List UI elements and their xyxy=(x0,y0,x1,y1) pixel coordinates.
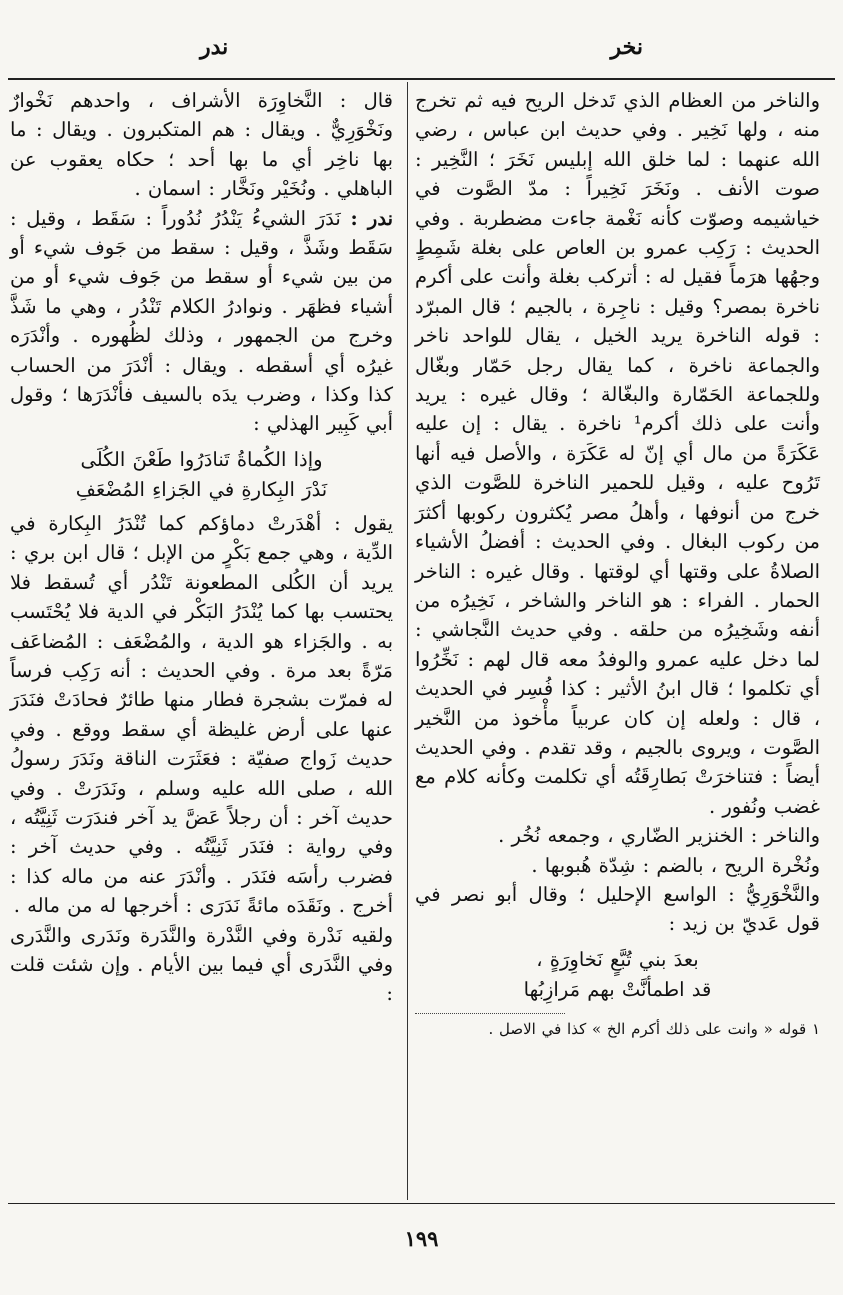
running-header-left: ندر xyxy=(200,34,229,60)
verse-line: بعدَ بني تُبَّعٍ نَخاوِرَةٍ ، xyxy=(536,947,699,971)
verse-line: نَدْرَ البِكارةِ في الجَزاءِ المُضْعَفِ xyxy=(75,477,328,501)
footnote-rule xyxy=(415,1013,565,1014)
verse-quote xyxy=(10,445,393,505)
entry-paragraph xyxy=(10,204,393,439)
verse-line: قد اطمأنَّتْ بهم مَرازِبُها xyxy=(523,977,712,1001)
footnote: ١ قوله « وانت على ذلك أكرم الخ » كذا في الاصل . xyxy=(488,1019,820,1038)
verse-line: وإذا الكُماةُ تَنادَرُوا طَعْنَ الكُلَى xyxy=(80,447,323,471)
entry-text: نَدَرَ الشيءُ يَنْدُرُ نُدُوراً : سَقَط ، وقيل : سَقَط وشَذَّ ، وقيل : سقط من جَوف شيء أو من بين شيء أو سقط من جَوف شيء أو من أشياء فظهَر . ونوادرُ الكلام تَنْدُر ، وهي ما شَذَّ وخرج من الجمهور ، وذلك لظُهوره . وأنْدَرَه غيرُه أي أسقطه . ويقال : أنْدَرَ من الحساب كذا وكذا ، وضرب يدَه بالسيف فأنْدَرَها ؛ وقول أبي كَبِير الهذلي : xyxy=(10,206,393,436)
entry-paragraph: والنَّخْوَرِيُّ : الواسع الإحليل ؛ وقال أبو نصر في قول عَديّ بن زيد : xyxy=(415,882,820,936)
running-header-right: نخر xyxy=(610,34,643,60)
column-divider xyxy=(407,82,408,1200)
verse-quote xyxy=(415,945,820,1005)
right-column xyxy=(415,86,820,1040)
entry-headword: ندر : xyxy=(350,206,393,230)
entry-paragraph: والناخر من العظام الذي تَدخل الريح فيه ثم تخرج منه ، ولها نَخِير . وفي حديث ابن عباس ، رضي الله عنهما : لما خلق الله إبليس نَخَرَ ؛ النَّخِير : صوت الأنف . ونَخَرَ نَخِيراً : مدّ الصَّوت في خياشيمه وصوّت كأنه نَغْمة جاءت مضطربة . وفي الحديث : رَكِب عمرو بن العاص على بغلة شَمِطٍ وجهُها هرَماً فقيل له : أتركب بغلة وأنت على أكرم ناخرة بمصر؟ وقيل : ناجِرة ، بالجيم ؛ قال المبرّد : قوله الناخرة يريد الخيل ، يقال للواحد ناخر والجماعة ناخرة ، كما يقال رجل حَمّار وبغّال وللجماعة الحَمّارة والبغّالة ؛ وقال غيره : يريد وأنت على ذلك أكرم¹ ناخرة . يقال : إن عليه عَكَرَةً من مال أي إنّ له عَكَرَة ، والأصل فيه أنها تَرُوح عليه ، وقيل للحمير الناخرة للصَّوت الذي خرج من أنوفها ، وأهلُ مصر يُكثرون ركوبها أكثرَ من ركوب البغال . وفي الحديث : أفضلُ الأشياء الصلاةُ على وقتها أي لوقتها . وقال غيره : الناخر الحمار . الفراء : هو الناخر والشاخر ، نَخِيرُه من أنفه وشَخِيرُه من حلقه . وفي حديث النَّجاشي : لما دخل عليه عمرو والوفدُ معه قال لهم : نَخِّرُوا أي تكلموا ؛ قال ابنُ الأثير : كذا فُسِر في الحديث ، قال : ولعله إن كان عربياً مأْخوذ من النَّخير الصَّوت ، ويروى بالجيم ، وقد تقدم . وفي الحديث أيضاً : فتناخرَتْ بَطارِقَتُه أي تكلمت وكأنه كلام مع غضب ونُفور . xyxy=(415,89,820,818)
entry-paragraph: ونُخْرة الريح ، بالضم : شِدّة هُبوبها . xyxy=(531,853,820,877)
header-rule xyxy=(8,78,835,80)
left-column xyxy=(10,86,393,1009)
footer-rule xyxy=(8,1203,835,1204)
entry-paragraph: ولقيه نَدْرة وفي النَّدْرة والنَّدَرة ونَدَرى والنَّدَرى وفي النَّدَرى أي فيما بين الأيام . وإن شئت قلت : xyxy=(10,923,393,1006)
entry-paragraph: يقول : أهْدَرتْ دماؤكم كما تُنْدَرُ البِكارة في الدِّية ، وهي جمع بَكْرٍ من الإبل ؛ قال ابن بري : يريد أن الكُلى المطعونة تَنْدُر أي تُسقط فلا يحتسب بها كما يُنْدَرُ البَكْر في الدية فلا يُحْتَسب به . والجَزاء هو الدية ، والمُضْعَف : المُضاعَف مَرّةً بعد مرة . وفي الحديث : أنه رَكِب فرساً له فمرّت بشجرة فطار منها طائرٌ فحادَتْ فنَدَرَ عنها على أرض غليظة أي سقط ووقع . وفي حديث زَواج صفيّة : فعَثَرَت الناقة ونَدَرَ رسولُ الله ، صلى الله عليه وسلم ، ونَدَرَتْ . وفي حديث آخر : أن رجلاً عَضَّ يد آخر فندَرَت ثَنِيَّتُه ، وفي رواية : فنَدَر ثَنِيَّتُه . وفي حديث آخر : فضرب رأسَه فنَدَر . وأنْدَرَ عنه من ماله كذا : أخرج . ونَقَدَه مائةً نَدَرَى : أخرجها له من ماله . xyxy=(10,511,393,918)
page-number: ١٩٩ xyxy=(404,1226,439,1251)
entry-paragraph: قال : النَّخاوِرَة الأشراف ، واحدهم نَخْوارٌ ونَخْوَرِيٌّ . ويقال : هم المتكبرون . ويقال : ما بها ناخِر أي ما بها أحد ؛ حكاه يعقوب عن الباهلي . ونُخَيْر ونَخَّار : اسمان . xyxy=(10,89,393,201)
entry-paragraph: والناخر : الخنزير الضّاري ، وجمعه نُخُر . xyxy=(498,824,820,848)
